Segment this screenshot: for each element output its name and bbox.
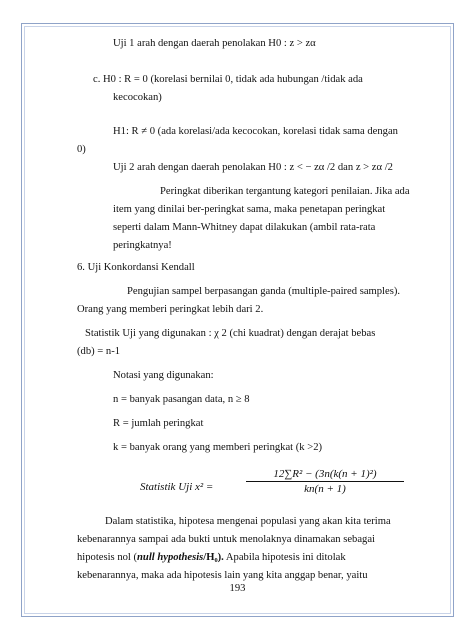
text-line-7: Peringkat diberikan tergantung kategori penilaian. Jika ada (160, 186, 410, 197)
text-line-3: kecocokan) (113, 92, 162, 103)
text-line-4: H1: R ≠ 0 (ada korelasi/ada kecocokan, korelasi tidak sama dengan (113, 126, 398, 137)
text-line-21: kebenarannya sampai ada bukti untuk menolaknya dinamakan sebagai (77, 534, 375, 545)
fraction-bar (246, 481, 404, 482)
text-line-19: k = banyak orang yang memberi peringkat (k >2) (113, 442, 323, 453)
h0-term: /H₀). (203, 552, 224, 563)
text-line-15: (db) = n-1 (77, 346, 121, 357)
text-line-22-end: Apabila hipotesis ini ditolak (223, 552, 346, 563)
text-line-20: Dalam statistika, hipotesa mengenai populasi yang akan kita terima (105, 516, 391, 527)
formula-lhs: Statistik Uji x² = (140, 481, 214, 493)
text-line-23: kebenarannya, maka ada hipotesis lain yang kita anggap benar, yaitu (77, 570, 368, 581)
text-line-22-start: hipotesis nol ( (77, 552, 138, 563)
formula-denominator: kn(n + 1) (304, 483, 346, 495)
text-line-12: Pengujian sampel berpasangan ganda (multiple-paired samples). (127, 286, 400, 297)
text-line-6: Uji 2 arah dengan daerah penolakan H0 : z < − zα /2 dan z > zα /2 (113, 162, 393, 173)
text-line-18: R = jumlah peringkat (113, 418, 204, 429)
section-heading: 6. Uji Konkordansi Kendall (77, 262, 195, 273)
text-line-1: Uji 1 arah dengan daerah penolakan H0 : z > zα (113, 38, 316, 49)
text-line-22 (77, 549, 346, 567)
formula-numerator: 12∑R² − (3n(k(n + 1)²) (273, 468, 377, 480)
text-line-17: n = banyak pasangan data, n ≥ 8 (113, 394, 250, 405)
page-number: 193 (229, 583, 246, 594)
null-hypothesis-term: null hypothesis (137, 552, 204, 563)
text-line-8: item yang dinilai ber-peringkat sama, maka penetapan peringkat (113, 204, 386, 215)
text-line-2: c. H0 : R = 0 (korelasi bernilai 0, tidak ada hubungan /tidak ada (93, 74, 363, 85)
formula-fraction (240, 468, 410, 495)
text-line-10: peringkatnya! (113, 240, 172, 251)
text-line-5: 0) (77, 144, 86, 155)
text-line-13: Orang yang memberi peringkat lebih dari 2. (77, 304, 264, 315)
text-line-16: Notasi yang digunakan: (113, 370, 214, 381)
text-line-14: Statistik Uji yang digunakan : χ 2 (chi kuadrat) dengan derajat bebas (85, 328, 376, 339)
text-line-9: seperti dalam Mann-Whitney dapat dilakukan (ambil rata-rata (113, 222, 376, 233)
